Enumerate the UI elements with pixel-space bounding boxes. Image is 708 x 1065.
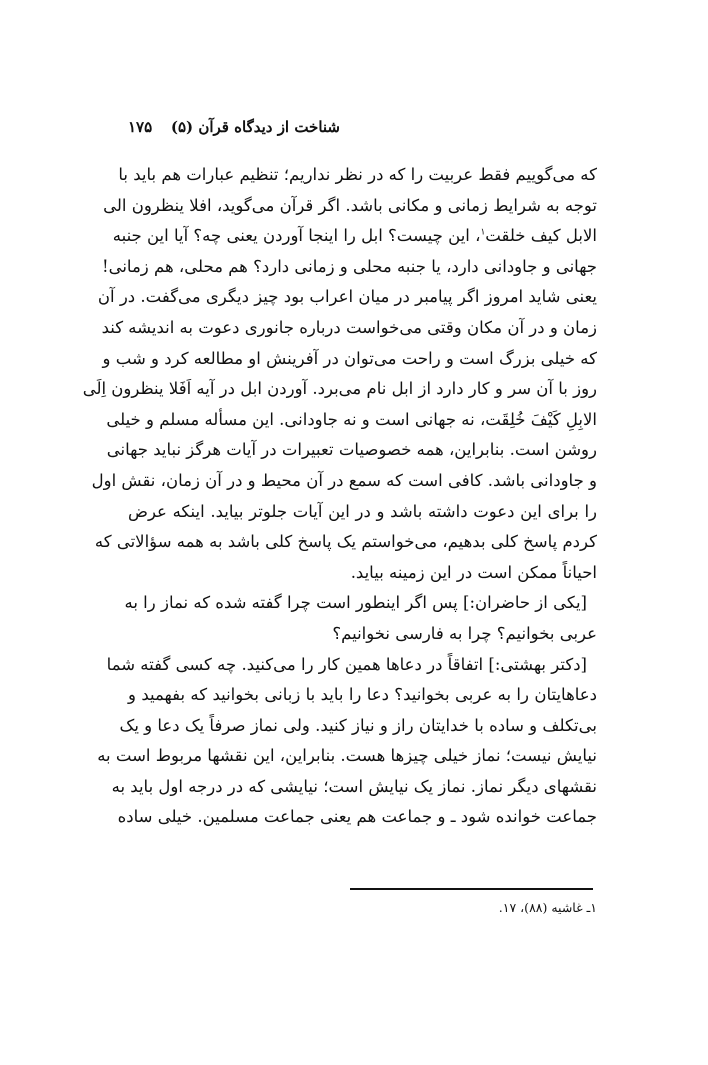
text-line: [یکی از حاضران:] پس اگر اینطور است چرا گفته شده که نماز را به [124,593,587,613]
text-line: [دکتر بهشتی:] اتفاقاً در دعاها همین کار را می‌کنید. چه کسی گفته شما [106,654,587,674]
text-line: احیاناً ممکن است در این زمینه بیاید. [350,562,597,582]
text-line: کردم پاسخ کلی بدهیم، می‌خواستم یک پاسخ کلی باشد به همه سؤالاتی که [94,532,597,552]
text-line: یعنی شاید امروز اگر پیامبر در میان اعراب بود چیز دیگری می‌گفت. در آن [97,287,597,307]
text-line: را برای این دعوت داشته باشد و در این آیات جلوتر بیاید. اینکه عرض [128,501,597,521]
text-line: که می‌گوییم فقط عربیت را که در نظر نداریم؛ تنظیم عبارات هم باید با [118,165,597,184]
footnote: ۱ـ غاشیه (۸۸)، ۱۷. [498,900,597,915]
text-fragment: الابل کیف خلقت [485,226,597,246]
text-line: که خیلی بزرگ است و راحت می‌توان در آفرینش او مطالعه کرد و شب و [102,348,597,368]
text-fragment: ، این چیست؟ ابل را اینجا آوردن یعنی چه؟ آیا این جنبه [112,226,481,246]
text-line: توجه به شرایط زمانی و مکانی باشد. اگر قرآن می‌گوید، افلا ینظرون الی [103,195,597,215]
body-text [82,160,597,833]
text-line: نقشهای دیگر نماز. نماز یک نیایش است؛ نیایشی که در درجه اول باید به [111,776,597,796]
text-line: الابِلِ کَیْفَ خُلِقَت، نه جهانی است و نه جاودانی. این مسأله مسلم و خیلی [106,409,597,429]
page-number: ۱۷۵ [128,118,153,136]
footnote-divider [350,888,593,890]
text-line: جهانی و جاودانی دارد، یا جنبه محلی و زمانی دارد؟ هم محلی، هم زمانی! [101,256,597,276]
text-line: روز با آن سر و کار دارد از ابل نام می‌برد. آوردن ابل در آیه اَفَلا ینظرون اِلَی [82,379,597,399]
text-line: روشن است. بنابراین، همه خصوصیات تعبیرات در آیات هرگز نباید جهانی [106,440,597,460]
text-line: و جاودانی باشد. کافی است که سمع در آن محیط و در آن زمان، نقش اول [91,470,597,490]
text-line: دعاهایتان را به عربی بخوانید؟ دعا را باید با زبانی بخوانید که بفهمید و [128,685,597,705]
footnote-reference[interactable]: ۱ [480,227,486,238]
text-line [112,221,597,252]
text-line: عربی بخوانیم؟ چرا به فارسی نخوانیم؟ [332,623,597,643]
text-line: جماعت خوانده شود ـ و جماعت هم یعنی جماعت مسلمین. خیلی ساده [117,807,597,827]
header-title: شناخت از دیدگاه قرآن (۵) [170,118,340,136]
text-line: بی‌تکلف و ساده با خدایتان راز و نیاز کنید. ولی نماز صرفاً یک دعا و یک [119,715,597,735]
running-header [128,118,340,144]
text-line: زمان و در آن مکان وقتی می‌خواست درباره جانوری دعوت به اندیشه کند [101,317,597,337]
text-line: نیایش نیست؛ نماز خیلی چیزها هست. بنابراین، این نقشها مربوط است به [97,746,597,766]
